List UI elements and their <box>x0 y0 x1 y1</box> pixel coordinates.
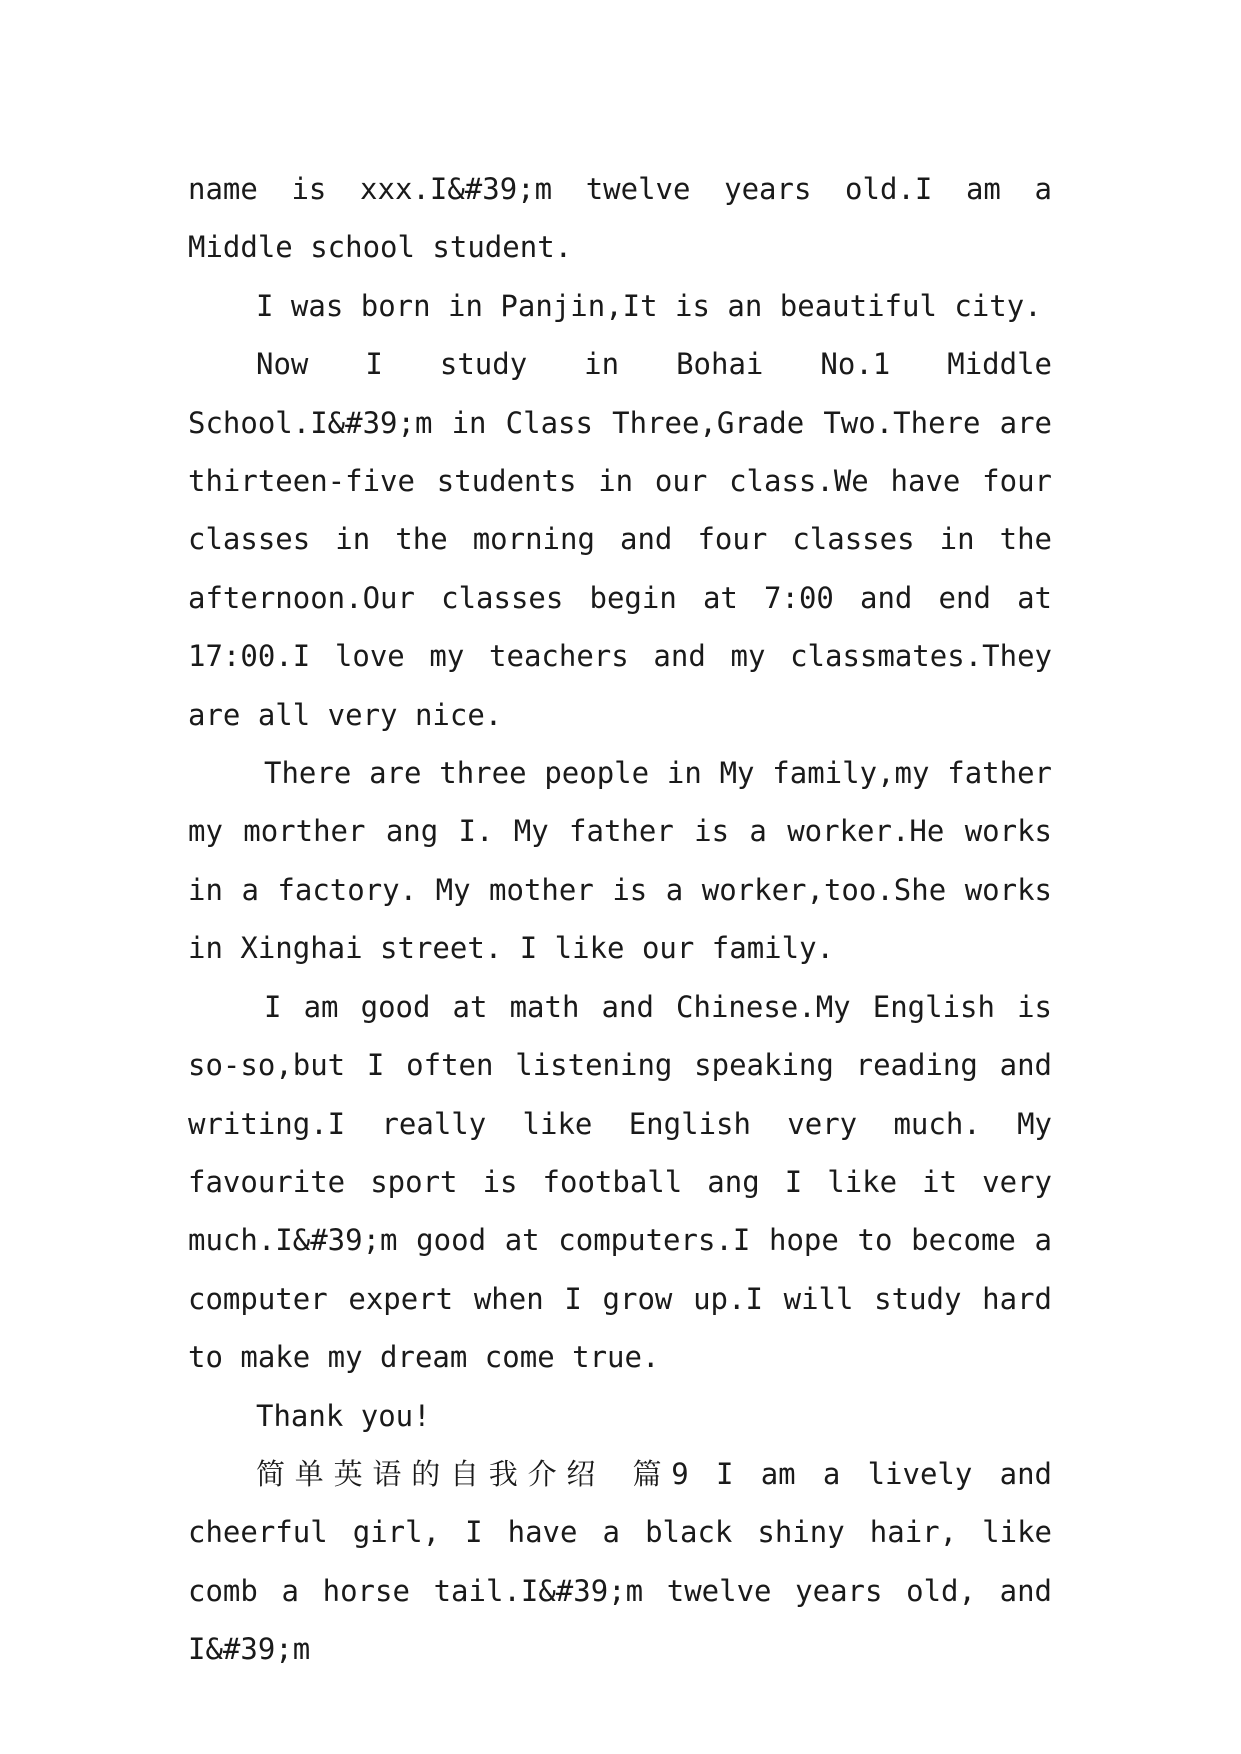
paragraph-intro-continuation: name is xxx.I&#39;m twelve years old.I am a Middle school student. <box>188 172 1052 265</box>
paragraph-family: There are three people in My family,my father my morther ang I. My father is a worker.He works in a factory. My mother is a worker,too.She works in Xinghai street. I like our family. <box>188 756 1052 966</box>
article-body <box>188 160 1052 1679</box>
paragraph-section-9: 简单英语的自我介绍 篇9 I am a lively and cheerful girl, I have a black shiny hair, like comb a horse tail.I&#39;m twelve years old, and I&#39;m <box>188 1456 1052 1667</box>
paragraph-school: Now I study in Bohai No.1 Middle School.I&#39;m in Class Three,Grade Two.There are thirteen-five students in our class.We have four classes in the morning and four classes in the afternoon.Our classes begin at 7:00 and end at 17:00.I love my teachers and my classmates.They are all very nice. <box>188 347 1052 732</box>
paragraph-thanks: Thank you! <box>256 1398 431 1433</box>
paragraph-hobbies: I am good at math and Chinese.My English is so-so,but I often listening speaking reading and writing.I really like English very much. My favourite sport is football ang I like it very much.I&#39;m good at computers.I hope to become a computer expert when I grow up.I will study hard to make my dream come true. <box>188 989 1052 1375</box>
paragraph-birthplace: I was born in Panjin,It is an beautiful city. <box>256 288 1042 323</box>
